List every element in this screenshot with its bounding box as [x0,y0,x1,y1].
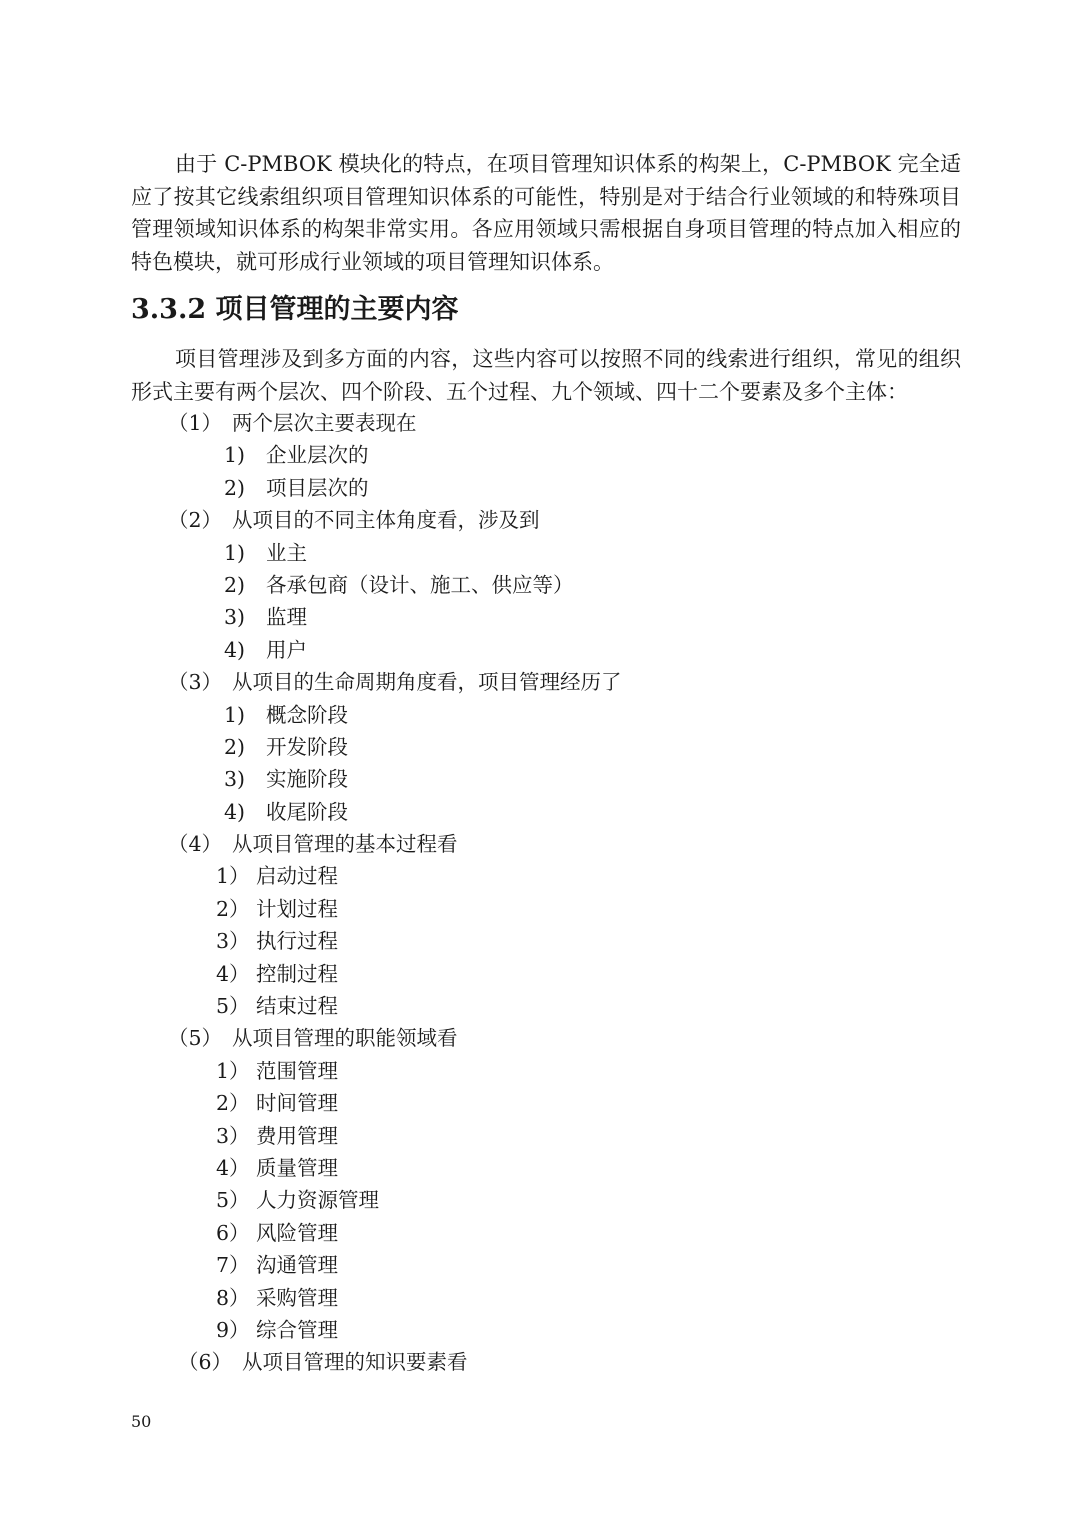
sub-item-text: 采购管理 [256,1285,338,1310]
sub-item-text: 风险管理 [256,1220,338,1245]
outline-item-number: （6） [178,1350,233,1375]
sub-item-text: 沟通管理 [256,1253,338,1278]
sub-item-number: 3) [224,767,246,792]
sub-item [0,1314,1087,1346]
sub-item-number: 1) [224,702,246,727]
outline-item-number: （1） [168,411,223,435]
sub-item-text: 执行过程 [256,929,338,954]
sub-item-text: 业主 [266,540,307,565]
outline-item [0,1022,1087,1054]
outline-list [0,407,1087,1379]
sub-item-number: 8） [216,1285,250,1310]
section-intro-paragraph: 项目管理涉及到多方面的内容，这些内容可以按照不同的线索进行组织，常见的组织形式主要有两个层次、四个阶段、五个过程、九个领域、四十二个要素及多个主体： [131,347,961,404]
sub-item [0,1184,1087,1216]
outline-item [0,1346,1087,1378]
sub-item-text: 结束过程 [256,994,338,1019]
sub-item [0,537,1087,569]
sub-item [0,1152,1087,1184]
sub-item-text: 控制过程 [256,961,338,986]
sub-item-number: 2) [224,572,246,597]
sub-item [0,1120,1087,1152]
sub-item-text: 费用管理 [256,1123,338,1148]
sub-item [0,731,1087,763]
sub-item-number: 4） [216,961,250,986]
sub-item-number: 1） [216,1058,250,1083]
outline-item-number: （4） [168,832,223,857]
sub-item [0,1055,1087,1087]
page-number: 50 [131,1412,152,1431]
sub-item-text: 收尾阶段 [266,799,348,824]
sub-item-text: 启动过程 [256,864,338,889]
sub-item-number: 9） [216,1317,250,1342]
sub-item [0,699,1087,731]
sub-item [0,1282,1087,1314]
sub-item-text: 人力资源管理 [256,1188,379,1213]
sub-item [0,1087,1087,1119]
outline-item-number: （2） [168,508,223,533]
outline-item-number: （3） [168,670,223,695]
outline-item [0,407,1087,439]
sub-item-text: 监理 [266,605,307,630]
outline-item-text: 两个层次主要表现在 [232,411,417,435]
outline-item-text: 从项目的生命周期角度看，项目管理经历了 [232,670,622,695]
outline-item-text: 从项目管理的知识要素看 [242,1350,468,1375]
sub-item-text: 综合管理 [256,1317,338,1342]
sub-item-text: 时间管理 [256,1091,338,1116]
sub-item-number: 4） [216,1155,250,1180]
sub-item-number: 1) [224,540,246,565]
outline-item-text: 从项目的不同主体角度看，涉及到 [232,508,540,533]
sub-item-text: 各承包商（设计、施工、供应等） [266,572,574,597]
sub-item-number: 5） [216,1188,250,1213]
sub-item-text: 用户 [266,637,307,662]
sub-item-number: 5） [216,994,250,1019]
sub-item [0,893,1087,925]
sub-item [0,925,1087,957]
sub-item-text: 开发阶段 [266,734,348,759]
sub-item-text: 项目层次的 [266,475,369,500]
sub-item [0,860,1087,892]
sub-item-number: 6） [216,1220,250,1245]
sub-item [0,439,1087,471]
sub-item-number: 3） [216,929,250,954]
sub-item-number: 2） [216,1091,250,1116]
sub-item [0,958,1087,990]
intro-paragraph: 由于 C-PMBOK 模块化的特点，在项目管理知识体系的构架上，C-PMBOK 完全适应了按其它线索组织项目管理知识体系的可能性，特别是对于结合行业领域的和特殊项目管理领域知识体系的构架非常实用。各应用领域只需根据自身项目管理的特点加入相应的特色模块，就可形成行业领域的项目管理知识体系。 [131,152,961,274]
outline-item [0,504,1087,536]
sub-item-number: 2) [224,475,246,500]
sub-item-text: 质量管理 [256,1155,338,1180]
sub-item-number: 1) [224,443,246,468]
sub-item-number: 7） [216,1253,250,1278]
sub-item-number: 2) [224,734,246,759]
sub-item-number: 2） [216,896,250,921]
outline-item-number: （5） [168,1026,223,1051]
sub-item-text: 计划过程 [256,896,338,921]
section-heading: 3.3.2 项目管理的主要内容 [131,294,459,325]
sub-item [0,1249,1087,1281]
outline-item-text: 从项目管理的基本过程看 [232,832,458,857]
sub-item-number: 3） [216,1123,250,1148]
sub-item-number: 1） [216,864,250,889]
sub-item [0,763,1087,795]
sub-item [0,472,1087,504]
outline-item [0,666,1087,698]
sub-item-text: 范围管理 [256,1058,338,1083]
outline-item-text: 从项目管理的职能领域看 [232,1026,458,1051]
sub-item-number: 4) [224,637,246,662]
sub-item-text: 概念阶段 [266,702,348,727]
sub-item-number: 4) [224,799,246,824]
sub-item [0,601,1087,633]
sub-item [0,796,1087,828]
sub-item [0,1217,1087,1249]
sub-item-text: 实施阶段 [266,767,348,792]
sub-item [0,569,1087,601]
outline-item [0,828,1087,860]
sub-item [0,634,1087,666]
sub-item-text: 企业层次的 [266,443,369,468]
sub-item-number: 3) [224,605,246,630]
sub-item [0,990,1087,1022]
